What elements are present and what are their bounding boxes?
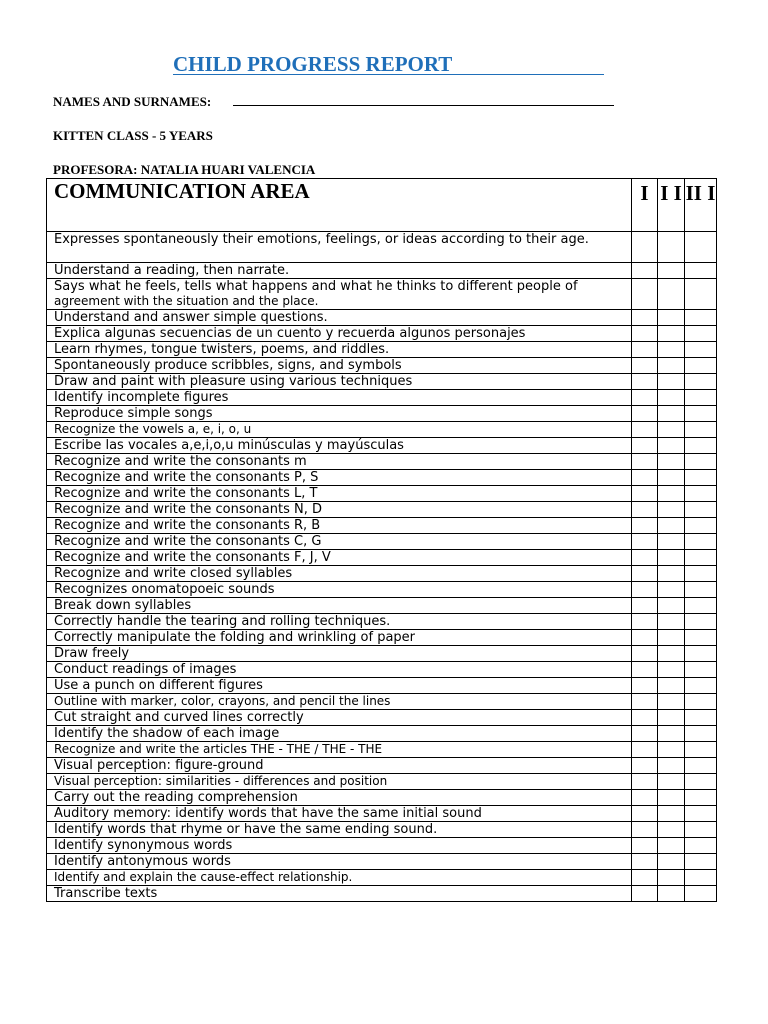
term-2-mark-cell[interactable]	[658, 630, 685, 646]
term-1-mark-cell[interactable]	[632, 774, 658, 790]
term-3-mark-cell[interactable]	[685, 326, 717, 342]
term-2-mark-cell[interactable]	[658, 742, 685, 758]
term-3-mark-cell[interactable]	[685, 502, 717, 518]
term-2-mark-cell[interactable]	[658, 422, 685, 438]
area-header: COMMUNICATION AREA	[47, 179, 632, 232]
table-row	[47, 710, 717, 726]
term-2-mark-cell[interactable]	[658, 774, 685, 790]
table-row	[47, 790, 717, 806]
table-row	[47, 822, 717, 838]
skill-description: Auditory memory: identify words that have the same initial sound	[47, 806, 632, 822]
skill-description: Learn rhymes, tongue twisters, poems, and riddles.	[47, 342, 632, 358]
skill-description: Recognize and write closed syllables	[47, 566, 632, 582]
term-1-mark-cell[interactable]	[632, 598, 658, 614]
skill-description: Identify incomplete figures	[47, 390, 632, 406]
skill-description: Use a punch on different figures	[47, 678, 632, 694]
skill-description: Identify antonymous words	[47, 854, 632, 870]
term-1-mark-cell[interactable]	[632, 630, 658, 646]
term-3-mark-cell[interactable]	[685, 774, 717, 790]
report-title: CHILD PROGRESS REPORT	[173, 52, 453, 76]
skill-description: Transcribe texts	[47, 886, 632, 902]
table-row	[47, 614, 717, 630]
term-3-mark-cell[interactable]	[685, 518, 717, 534]
term-2-mark-cell[interactable]	[658, 279, 685, 310]
table-row	[47, 870, 717, 886]
term-3-mark-cell[interactable]	[685, 566, 717, 582]
table-row	[47, 550, 717, 566]
term-3-mark-cell[interactable]	[685, 486, 717, 502]
term-2-mark-cell[interactable]	[658, 406, 685, 422]
term-3-mark-cell[interactable]	[685, 390, 717, 406]
term-3-mark-cell[interactable]	[685, 470, 717, 486]
title-underline	[173, 74, 604, 75]
skill-description: Identify synonymous words	[47, 838, 632, 854]
term-1-mark-cell[interactable]	[632, 710, 658, 726]
term-2-mark-cell[interactable]	[658, 870, 685, 886]
term-3-mark-cell[interactable]	[685, 422, 717, 438]
skill-description: Draw and paint with pleasure using various techniques	[47, 374, 632, 390]
table-row	[47, 598, 717, 614]
term-3-mark-cell[interactable]	[685, 646, 717, 662]
table-row	[47, 438, 717, 454]
term-2-mark-cell[interactable]	[658, 263, 685, 279]
term-2-mark-cell[interactable]	[658, 326, 685, 342]
term-3-mark-cell[interactable]	[685, 310, 717, 326]
table-row	[47, 582, 717, 598]
term-1-mark-cell[interactable]	[632, 422, 658, 438]
term-3-mark-cell[interactable]	[685, 232, 717, 263]
term-1-mark-cell[interactable]	[632, 438, 658, 454]
term-2-mark-cell[interactable]	[658, 550, 685, 566]
skill-description: Escribe las vocales a,e,i,o,u minúsculas y mayúsculas	[47, 438, 632, 454]
table-row	[47, 662, 717, 678]
names-blank-line	[233, 105, 614, 106]
table-row	[47, 838, 717, 854]
skill-description: Carry out the reading comprehension	[47, 790, 632, 806]
skill-description: Recognize the vowels a, e, i, o, u	[47, 422, 632, 438]
table-header-row	[47, 179, 717, 232]
term-1-mark-cell[interactable]	[632, 854, 658, 870]
term-1-mark-cell[interactable]	[632, 806, 658, 822]
term-3-mark-cell[interactable]	[685, 406, 717, 422]
term-3-mark-cell[interactable]	[685, 758, 717, 774]
table-row	[47, 726, 717, 742]
term-1-mark-cell[interactable]	[632, 358, 658, 374]
term-1-mark-cell[interactable]	[632, 726, 658, 742]
term-3-mark-cell[interactable]	[685, 806, 717, 822]
term-2-mark-cell[interactable]	[658, 726, 685, 742]
progress-table	[46, 178, 717, 902]
term-2-mark-cell[interactable]	[658, 758, 685, 774]
term-2-mark-cell[interactable]	[658, 486, 685, 502]
table-row	[47, 358, 717, 374]
term-1-mark-cell[interactable]	[632, 614, 658, 630]
term-3-mark-cell[interactable]	[685, 598, 717, 614]
table-row	[47, 422, 717, 438]
term-2-mark-cell[interactable]	[658, 342, 685, 358]
table-row	[47, 390, 717, 406]
term-3-mark-cell[interactable]	[685, 886, 717, 902]
term-3-mark-cell[interactable]	[685, 662, 717, 678]
term-1-mark-cell[interactable]	[632, 310, 658, 326]
table-row	[47, 678, 717, 694]
term-3-mark-cell[interactable]	[685, 342, 717, 358]
term-1-mark-cell[interactable]	[632, 502, 658, 518]
term-2-mark-cell[interactable]	[658, 582, 685, 598]
table-row	[47, 326, 717, 342]
term-1-mark-cell[interactable]	[632, 326, 658, 342]
term-3-mark-cell[interactable]	[685, 726, 717, 742]
term-3-mark-cell[interactable]	[685, 534, 717, 550]
skill-description: Recognize and write the consonants P, S	[47, 470, 632, 486]
term-1-mark-cell[interactable]	[632, 790, 658, 806]
term-2-mark-cell[interactable]	[658, 822, 685, 838]
term-3-mark-cell[interactable]	[685, 630, 717, 646]
skill-description: Identify words that rhyme or have the same ending sound.	[47, 822, 632, 838]
table-row	[47, 406, 717, 422]
term-3-mark-cell[interactable]	[685, 358, 717, 374]
term-1-mark-cell[interactable]	[632, 838, 658, 854]
skill-description: Explica algunas secuencias de un cuento y recuerda algunos personajes	[47, 326, 632, 342]
term-2-mark-cell[interactable]	[658, 678, 685, 694]
skill-description: Recognize and write the consonants C, G	[47, 534, 632, 550]
term-1-mark-cell[interactable]	[632, 822, 658, 838]
term-2-mark-cell[interactable]	[658, 358, 685, 374]
table-row	[47, 454, 717, 470]
term-1-mark-cell[interactable]	[632, 566, 658, 582]
term-2-mark-cell[interactable]	[658, 232, 685, 263]
term-2-mark-cell[interactable]	[658, 438, 685, 454]
table-row	[47, 263, 717, 279]
term-1-mark-cell[interactable]	[632, 470, 658, 486]
skill-description: Recognize and write the articles THE - THE / THE - THE	[47, 742, 632, 758]
table-row	[47, 630, 717, 646]
term-2-mark-cell[interactable]	[658, 374, 685, 390]
table-row	[47, 342, 717, 358]
term-1-mark-cell[interactable]	[632, 694, 658, 710]
skill-description: Understand a reading, then narrate.	[47, 263, 632, 279]
term-header-2: I I	[658, 179, 685, 232]
table-row	[47, 774, 717, 790]
skill-description: Recognize and write the consonants R, B	[47, 518, 632, 534]
term-1-mark-cell[interactable]	[632, 646, 658, 662]
table-row	[47, 232, 717, 263]
teacher-label: PROFESORA: NATALIA HUARI VALENCIA	[53, 162, 316, 177]
term-1-mark-cell[interactable]	[632, 486, 658, 502]
term-3-mark-cell[interactable]	[685, 838, 717, 854]
term-3-mark-cell[interactable]	[685, 678, 717, 694]
table-row	[47, 566, 717, 582]
term-1-mark-cell[interactable]	[632, 758, 658, 774]
term-2-mark-cell[interactable]	[658, 390, 685, 406]
table-row	[47, 470, 717, 486]
term-1-mark-cell[interactable]	[632, 678, 658, 694]
skill-description: Recognize and write the consonants N, D	[47, 502, 632, 518]
term-1-mark-cell[interactable]	[632, 662, 658, 678]
term-1-mark-cell[interactable]	[632, 550, 658, 566]
skill-description: Recognize and write the consonants F, J, V	[47, 550, 632, 566]
skill-description: Break down syllables	[47, 598, 632, 614]
term-2-mark-cell[interactable]	[658, 886, 685, 902]
table-row	[47, 279, 717, 310]
skill-description: Reproduce simple songs	[47, 406, 632, 422]
term-3-mark-cell[interactable]	[685, 870, 717, 886]
table-row	[47, 806, 717, 822]
term-2-mark-cell[interactable]	[658, 854, 685, 870]
term-1-mark-cell[interactable]	[632, 870, 658, 886]
term-2-mark-cell[interactable]	[658, 614, 685, 630]
class-label: KITTEN CLASS - 5 YEARS	[53, 128, 213, 143]
skill-description: Understand and answer simple questions.	[47, 310, 632, 326]
term-1-mark-cell[interactable]	[632, 534, 658, 550]
term-2-mark-cell[interactable]	[658, 598, 685, 614]
term-1-mark-cell[interactable]	[632, 742, 658, 758]
table-row	[47, 310, 717, 326]
skill-description: Spontaneously produce scribbles, signs, and symbols	[47, 358, 632, 374]
term-1-mark-cell[interactable]	[632, 390, 658, 406]
term-1-mark-cell[interactable]	[632, 279, 658, 310]
term-3-mark-cell[interactable]	[685, 582, 717, 598]
term-1-mark-cell[interactable]	[632, 886, 658, 902]
table-row	[47, 742, 717, 758]
term-2-mark-cell[interactable]	[658, 710, 685, 726]
term-3-mark-cell[interactable]	[685, 374, 717, 390]
term-2-mark-cell[interactable]	[658, 646, 685, 662]
term-2-mark-cell[interactable]	[658, 502, 685, 518]
term-3-mark-cell[interactable]	[685, 263, 717, 279]
table-row	[47, 694, 717, 710]
term-1-mark-cell[interactable]	[632, 406, 658, 422]
skill-description: Correctly manipulate the folding and wrinkling of paper	[47, 630, 632, 646]
term-3-mark-cell[interactable]	[685, 454, 717, 470]
term-3-mark-cell[interactable]	[685, 279, 717, 310]
names-label: NAMES AND SURNAMES:	[53, 94, 212, 109]
skill-description: Identify and explain the cause-effect relationship.	[47, 870, 632, 886]
term-2-mark-cell[interactable]	[658, 470, 685, 486]
term-2-mark-cell[interactable]	[658, 838, 685, 854]
term-header-3: II I	[685, 179, 717, 232]
term-3-mark-cell[interactable]	[685, 854, 717, 870]
term-2-mark-cell[interactable]	[658, 806, 685, 822]
table-row	[47, 758, 717, 774]
term-1-mark-cell[interactable]	[632, 374, 658, 390]
term-2-mark-cell[interactable]	[658, 454, 685, 470]
table-row	[47, 854, 717, 870]
table-row	[47, 374, 717, 390]
term-3-mark-cell[interactable]	[685, 790, 717, 806]
skill-description: Expresses spontaneously their emotions, feelings, or ideas according to their age.	[47, 232, 632, 263]
skill-description: Visual perception: figure-ground	[47, 758, 632, 774]
term-2-mark-cell[interactable]	[658, 790, 685, 806]
table-row	[47, 646, 717, 662]
skill-description: Identify the shadow of each image	[47, 726, 632, 742]
term-2-mark-cell[interactable]	[658, 518, 685, 534]
term-1-mark-cell[interactable]	[632, 232, 658, 263]
skill-description: Recognize and write the consonants L, T	[47, 486, 632, 502]
skill-description: Says what he feels, tells what happens and what he thinks to different people of agreement with the situation and the place.	[47, 279, 632, 310]
term-3-mark-cell[interactable]	[685, 614, 717, 630]
table-row	[47, 502, 717, 518]
term-1-mark-cell[interactable]	[632, 518, 658, 534]
term-2-mark-cell[interactable]	[658, 310, 685, 326]
term-header-1: I	[632, 179, 658, 232]
term-1-mark-cell[interactable]	[632, 342, 658, 358]
skill-description: Visual perception: similarities - differences and position	[47, 774, 632, 790]
term-3-mark-cell[interactable]	[685, 822, 717, 838]
term-3-mark-cell[interactable]	[685, 742, 717, 758]
skill-description: Recognizes onomatopoeic sounds	[47, 582, 632, 598]
term-2-mark-cell[interactable]	[658, 662, 685, 678]
term-1-mark-cell[interactable]	[632, 263, 658, 279]
table-row	[47, 886, 717, 902]
term-2-mark-cell[interactable]	[658, 694, 685, 710]
skill-description: Draw freely	[47, 646, 632, 662]
skill-description: Outline with marker, color, crayons, and pencil the lines	[47, 694, 632, 710]
term-3-mark-cell[interactable]	[685, 710, 717, 726]
term-3-mark-cell[interactable]	[685, 550, 717, 566]
term-2-mark-cell[interactable]	[658, 566, 685, 582]
term-1-mark-cell[interactable]	[632, 582, 658, 598]
skill-description: Conduct readings of images	[47, 662, 632, 678]
table-row	[47, 534, 717, 550]
term-2-mark-cell[interactable]	[658, 534, 685, 550]
skill-description: Correctly handle the tearing and rolling techniques.	[47, 614, 632, 630]
term-1-mark-cell[interactable]	[632, 454, 658, 470]
term-3-mark-cell[interactable]	[685, 438, 717, 454]
table-row	[47, 518, 717, 534]
skill-description: Recognize and write the consonants m	[47, 454, 632, 470]
term-3-mark-cell[interactable]	[685, 694, 717, 710]
table-row	[47, 486, 717, 502]
skill-description: Cut straight and curved lines correctly	[47, 710, 632, 726]
